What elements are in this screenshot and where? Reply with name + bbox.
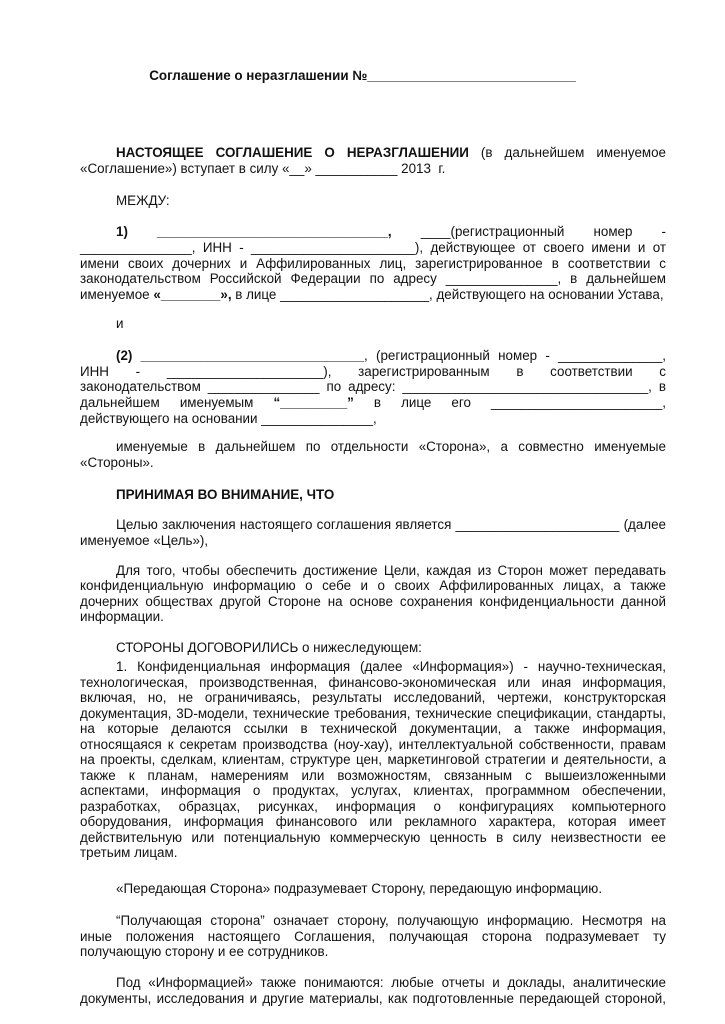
party1-line-3: имени своих дочерних и Аффилированных лиц, зарегистрированное в соответствии с: [80, 256, 666, 271]
party1-short-name: «________»,: [153, 287, 232, 302]
exchange-line-1: Для того, чтобы обеспечить достижение Цели, каждая из Сторон может передавать: [116, 563, 666, 578]
party2-line-4: [80, 395, 666, 411]
party1-line-5: [80, 287, 666, 303]
receiving-def-line: “Получающая сторона” означает сторону, получающую информацию. Несмотря на: [116, 913, 666, 928]
information-def-line: Под «Информацией» также понимаются: любые отчеты и доклады, аналитические: [116, 975, 666, 990]
receiving-def-line: получающую сторону и ее сотрудников.: [80, 944, 329, 959]
party1-line-1-rest: ____(регистрационный номер -: [391, 224, 666, 239]
clause1-line: оборудования, информация финансового или рекламного характера, которая имеет: [80, 814, 666, 829]
party2-line-1-rest: , (регистрационный номер - ______________,: [364, 348, 666, 363]
between-label: МЕЖДУ:: [116, 193, 170, 208]
party1-number: 1): [116, 224, 128, 239]
clause1-line: аспектами, информация о продуктах, услугах, клиентах, программном обеспечении,: [80, 783, 666, 798]
party2-line-2: ИНН - _____________________), зарегистрированным в соответствии с: [80, 364, 666, 379]
transmitting-party-definition: «Передающая Сторона» подразумевает Сторону, передающую информацию.: [116, 881, 603, 896]
exchange-line-3: дочерних обществах другой Стороне на основе сохранения конфиденциальности данной: [80, 594, 666, 609]
clause1-line: относящаяся к секретам производства (ноу-хау), интеллектуальной собственности, правам: [80, 737, 666, 752]
party2-line-1: [116, 348, 666, 364]
party1-name-blank: _______________________________,: [157, 224, 392, 239]
and-label: и: [116, 316, 124, 331]
receiving-def-line: иные положения настоящего Соглашения, получающая сторона подразумевает ту: [80, 929, 666, 944]
preamble-line-1-rest: (в дальнейшем именуемое: [468, 145, 666, 160]
party2-line-4-c: в лице его _______________________,: [353, 395, 666, 410]
document-title: Соглашение о неразглашении №____________________________: [149, 68, 576, 83]
whereas-heading: ПРИНИМАЯ ВО ВНИМАНИЕ, ЧТО: [116, 487, 335, 502]
purpose-line-2: именуемое «Цель»),: [80, 533, 209, 548]
clause1-line: документация, 3D-модели, технические требования, технические спецификации, стандарты,: [80, 706, 666, 721]
exchange-line-4: информации.: [80, 609, 164, 624]
party2-short-name: “_________”: [273, 395, 354, 410]
party2-number: (2): [116, 348, 133, 363]
clause1-line: на проекты, сделкам, клиентам, структуре цен, маркетинговой стратегии и деятельности, а: [80, 752, 666, 767]
clause1-line: третьим лицам.: [80, 845, 178, 860]
clause1-line: разработках, образцах, рисунках, информация о конфигурациях компьютерного: [80, 799, 666, 814]
party2-line-5: действующего на основании _______________,: [80, 411, 377, 426]
collectively-line-2: «Стороны».: [80, 455, 154, 470]
exchange-line-2: конфиденциальную информацию о себе и о своих Аффилированных лицах, а также: [80, 578, 666, 593]
preamble-bold-lead: НАСТОЯЩЕЕ СОГЛАШЕНИЕ О НЕРАЗГЛАШЕНИИ: [116, 145, 469, 160]
preamble-line-1: [116, 145, 666, 161]
party2-line-4-a: дальнейшем именуемым: [80, 395, 274, 410]
agreed-caps: СТОРОНЫ ДОГОВОРИЛИСЬ: [116, 640, 299, 655]
party1-line-5-c: в лице ____________________, действующего на основании Устава,: [231, 287, 664, 302]
clause1-line: действительную или потенциальную коммерческую ценность в силу неизвестности ее: [80, 830, 666, 845]
collectively-line-1: именуемые в дальнейшем по отдельности «Сторона», а совместно именуемые: [116, 439, 666, 454]
agreed-line: [116, 640, 702, 656]
clause1-line: также к планам, намерениям или возможностям, связанным с вышеизложенными: [80, 768, 666, 783]
preamble-line-2: «Соглашение») вступает в силу «__» ___________ 2013 г.: [80, 161, 446, 176]
party2-line-3: законодательством _______________ по адресу: _________________________________, в: [80, 379, 666, 394]
party2-name-blank: ______________________________: [140, 348, 365, 363]
clause1-line: включая, но, не ограничиваясь, результаты исследований, чертежи, конструкторская: [80, 690, 666, 705]
clause1-line: 1. Конфиденциальная информация (далее «Информация») - научно-техническая,: [116, 659, 666, 674]
information-def-line: документы, исследования и другие материалы, как подготовленные передающей стороной,: [80, 991, 666, 1006]
party1-line-2: _______________, ИНН - ______________________), действующее от своего имени и от: [80, 240, 666, 255]
party1-line-5-a: именуемое: [80, 287, 154, 302]
purpose-line-1: Целью заключения настоящего соглашения является ______________________ (далее: [116, 517, 666, 532]
agreed-rest: о нижеследующем:: [298, 640, 422, 655]
party1-line-1: [116, 224, 666, 240]
party1-line-4: законодательством Российской Федерации по адресу _______________, в дальнейшем: [80, 271, 666, 286]
clause1-line: на которые делаются ссылки в технической документации, а также информация,: [80, 721, 666, 736]
clause1-line: технологическая, производственная, финансово-экономическая или иная информация,: [80, 675, 666, 690]
